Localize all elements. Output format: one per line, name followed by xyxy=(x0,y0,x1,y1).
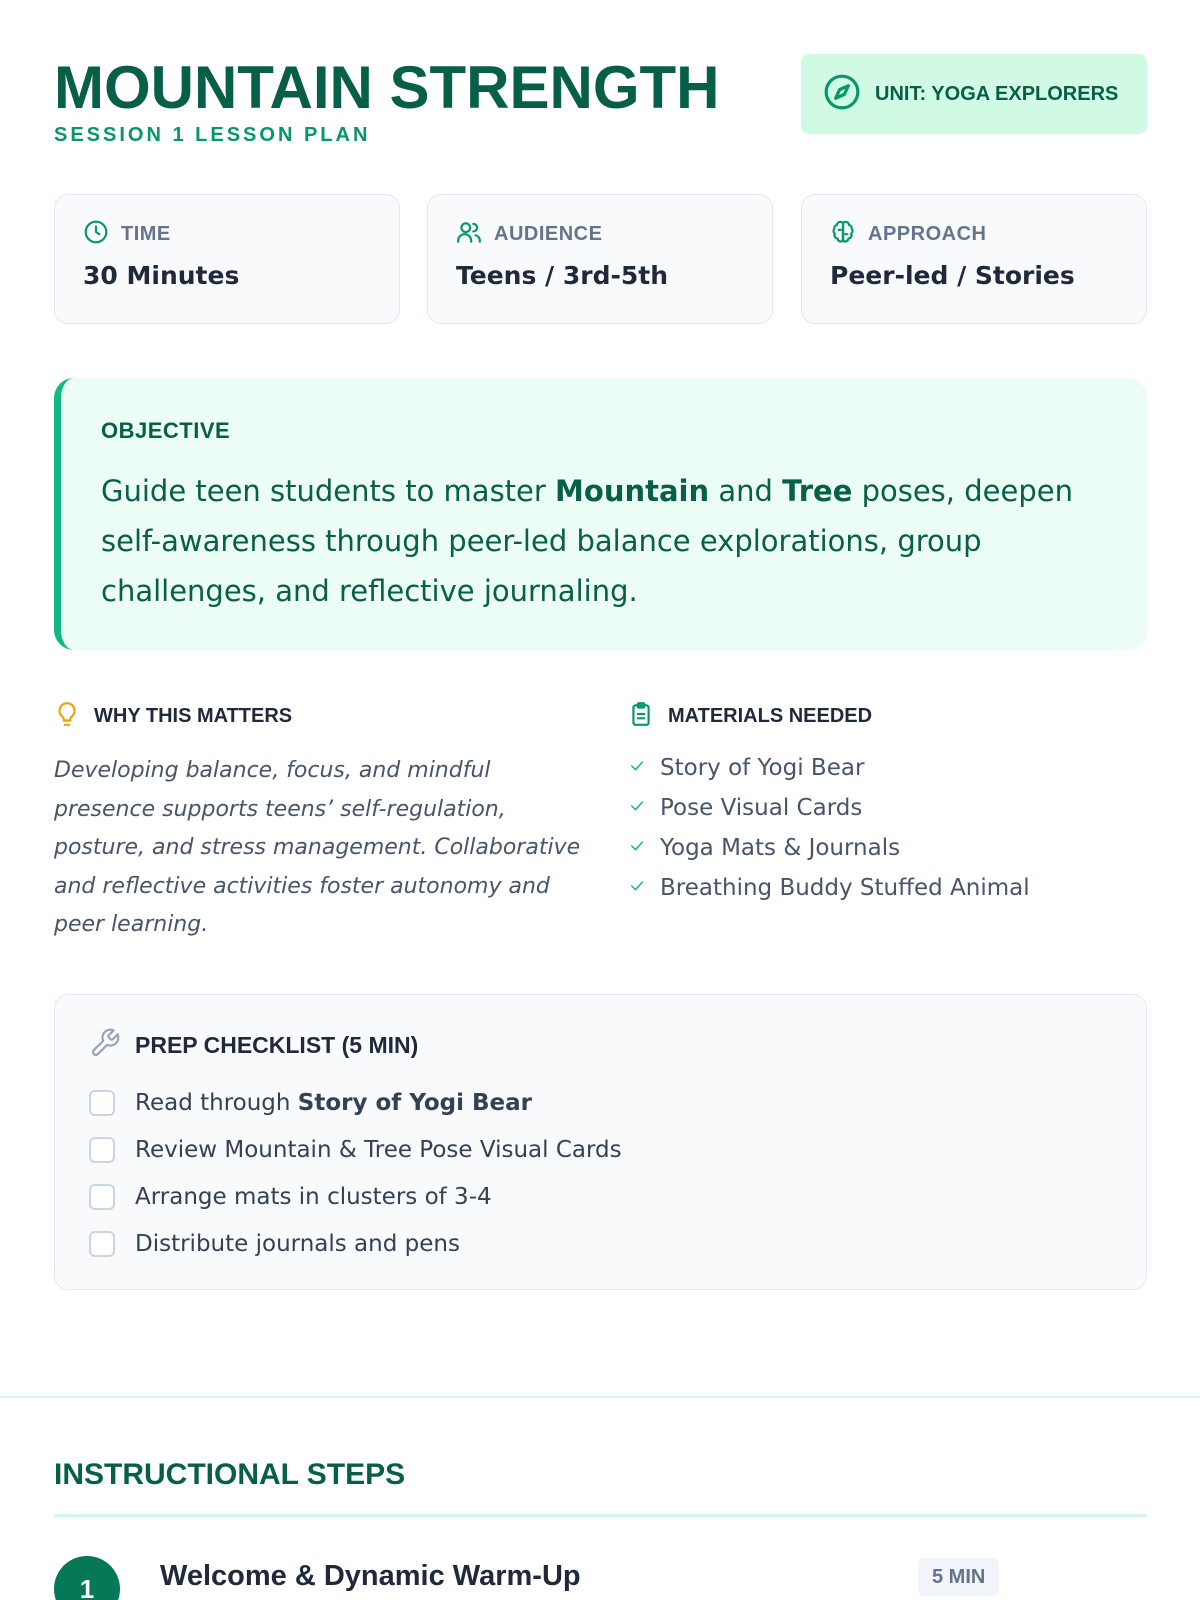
objective-panel xyxy=(54,378,1147,650)
objective-text: Guide teen students to master Mountain and Tree poses, deepen self-awareness through peer-led balance explorations, group challenges, and reflective journaling. xyxy=(101,474,1073,608)
check-icon xyxy=(628,797,646,819)
list-item: Story of Yogi Bear xyxy=(628,748,1147,788)
objective-bold-mountain: Mountain xyxy=(555,474,710,508)
info-cards xyxy=(54,194,1147,324)
list-item: Read through Story of Yogi Bear xyxy=(89,1079,1112,1126)
step-time-badge: 5 MIN xyxy=(918,1558,999,1596)
list-item: Pose Visual Cards xyxy=(628,788,1147,828)
why-text: Developing balance, focus, and mindful presence supports teens’ self-regulation, posture, and stress management. Collaborative and reflective activities foster autonomy and peer learning. xyxy=(54,758,581,937)
check-icon xyxy=(628,837,646,859)
compass-icon xyxy=(823,73,861,115)
lightbulb-icon xyxy=(54,700,80,732)
unit-badge-label: UNIT: YOGA EXPLORERS xyxy=(875,82,1119,105)
unit-badge xyxy=(801,54,1147,134)
section-divider xyxy=(0,1396,1200,1398)
info-card-audience xyxy=(427,194,773,324)
why-heading: WHY THIS MATTERS xyxy=(94,704,293,727)
materials-section xyxy=(628,700,1147,908)
brain-icon xyxy=(830,219,856,249)
prep-checklist xyxy=(54,994,1147,1290)
wrench-icon xyxy=(89,1027,121,1063)
page-subtitle: SESSION 1 LESSON PLAN xyxy=(54,124,371,146)
list-item: Distribute journals and pens xyxy=(89,1220,1112,1267)
clipboard-icon xyxy=(628,700,654,732)
check-icon xyxy=(628,877,646,899)
step-number: 1 xyxy=(54,1556,120,1600)
prep-checkbox[interactable] xyxy=(89,1090,115,1116)
info-card-time xyxy=(54,194,400,324)
info-card-value: Peer-led / Stories xyxy=(830,261,1075,290)
list-item: Yoga Mats & Journals xyxy=(628,828,1147,868)
materials-heading: MATERIALS NEEDED xyxy=(668,704,873,727)
step-title: Welcome & Dynamic Warm-Up xyxy=(160,1560,581,1592)
materials-list xyxy=(628,748,1147,908)
steps-heading: INSTRUCTIONAL STEPS xyxy=(54,1458,406,1491)
info-card-label: AUDIENCE xyxy=(494,222,603,245)
prep-heading: PREP CHECKLIST (5 MIN) xyxy=(135,1031,419,1058)
info-card-label: APPROACH xyxy=(868,222,987,245)
list-item: Review Mountain & Tree Pose Visual Cards xyxy=(89,1126,1112,1173)
list-item: Breathing Buddy Stuffed Animal xyxy=(628,868,1147,908)
prep-checkbox[interactable] xyxy=(89,1137,115,1163)
info-card-value: 30 Minutes xyxy=(83,261,240,290)
divider xyxy=(54,1514,1147,1517)
check-icon xyxy=(628,757,646,779)
info-columns xyxy=(54,700,1147,950)
prep-checkbox[interactable] xyxy=(89,1231,115,1257)
list-item: Arrange mats in clusters of 3-4 xyxy=(89,1173,1112,1220)
objective-heading: OBJECTIVE xyxy=(101,418,231,443)
page-title: MOUNTAIN STRENGTH xyxy=(54,54,720,121)
info-card-label: TIME xyxy=(121,222,171,245)
users-icon xyxy=(456,219,482,249)
prep-checkbox[interactable] xyxy=(89,1184,115,1210)
clock-icon xyxy=(83,219,109,249)
info-card-value: Teens / 3rd-5th xyxy=(456,261,668,290)
info-card-approach xyxy=(801,194,1147,324)
prep-list xyxy=(89,1079,1112,1267)
why-section xyxy=(54,700,594,945)
objective-bold-tree: Tree xyxy=(782,474,853,508)
header xyxy=(54,56,1147,156)
